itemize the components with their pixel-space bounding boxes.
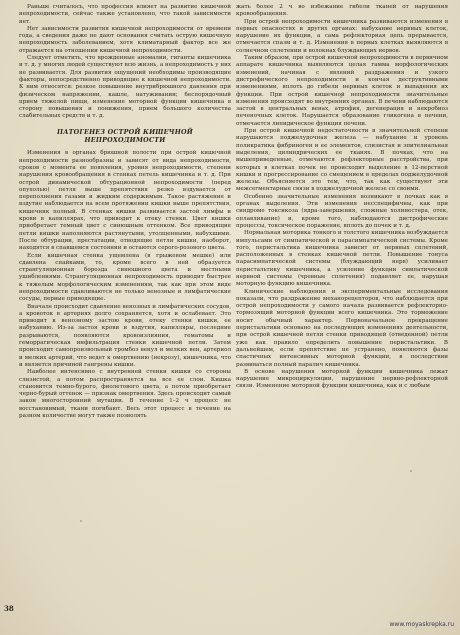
watermark-text: www.moyaskrepka.ru	[389, 621, 454, 628]
paragraph: Вначале происходит сдавление венозных и лимфатических сосудов, а кровоток в артериях долго сохраняется, хотя и ослабевает. Это приводит к венозному застою крови, отеку стенки кишки, ее набуханию. Из-за застоя крови и вздутия, капилляры, последние разрываются, появляются кровоизлияния, гематомы и геморрагическая инфильтрация стенки кишечной петли. Затем происходит самопроизвольный тромбоз венул и мелких вен, артериол и мелких артерий, что ведет к омертвению (некрозу), кишечника, что и является причиной гангрены кишки.	[19, 303, 231, 368]
paragraph: Следует отметить, что врожденные аномалии, гиганты кишечника и т. д. у многих людей существуют всю жизнь, а непроходимость у них не развивается. Для развития ощущений необходимы производящие факторы, непосредственно приводящие к кишечной непроходимости. К ним относятся: резкое повышение внутрибрюшного давления при физическом напряжении, кашле, натуживании; беспорядочный прием тяжелой пищи, изменение моторной функции кишечника в сторону повышения и понижения, прием большого количества слабительных средств и т. д.	[19, 55, 231, 120]
page-number: 38	[4, 604, 14, 613]
paragraph: Раньше считалось, что профессия влияет на развитие кишечной непроходимости, сейчас также установлено, что такой зависимости нет.	[19, 4, 231, 25]
right-column	[236, 4, 448, 624]
paragraph: Таким образом, при острой кишечной непроходимости в первичном аппарате кишечника выявляются целая гамма морфологических изменений, начиная с явлений раздражения и узкого дистрофического непроходимости и кончая деструктивными изменениями, вплоть до гибели нервных клеток и выпадения их функции. При острой кишечной непроходимости значительные изменения происходят во внутренних органах. В печени наблюдаются застой в центральных венах, атрофия, дегенерация и некробиоз печеночных клеток. Нарушается образование гликогена в печени, отмечается липидическое функция печени.	[236, 55, 448, 127]
paragraph: При острой непроходимости кишечника развиваются изменения в первых опасностях и других органах: набухание нервных клеток, нарушение их функции, а сама рефлекторная цепь прерывается, отмечается спазм и т. д. Изменения в первых клетках выявляются в солнечном сплетении и волокнах блуждающих нервов.	[236, 18, 448, 54]
paragraph: Нет зависимости развития кишечной непроходимости от времени года, а сведения даже не дают основания считать острую кишечную непроходимость заболеванием, хотя климатарный фактор все же отражается на отношении кишечной непроходимости.	[19, 25, 231, 54]
paragraph: Нормальная моторика тонкого и толстого кишечника возбуждается импульсами от симпатической и парасимпатической системы. Кроме того, перистальтика кишечника зависит от нервных сплетений, расположенных в стенках кишечной петли. Повышение тонуса парасимпатической системы (блуждающий нерв) усиливает перистальтику кишечника, а усиление функции симпатической нервной системы (чревные сплетения) подавляет ее, нарушая моторную функцию кишечника.	[236, 230, 448, 288]
paragraph: Если кишечная стенка ущемлена (в грыжевом мешке) или сдавлена спайками, то, кроме всего в ней образуется странгуляционная борозда синюшного цвета и местными ушиблениями. Странгуляционная непроходимость приводит быстрее к тяжелым морфологическим изменениям, так как при этом виде непроходимости сдавливаются не только венозные и лимфатические сосуды, первые приводящие.	[19, 252, 231, 303]
paragraph: Наиболее интенсивно с внутренней стенки кишки со стороны слизистой, а потом распространяется на все ее слои. Кишка становится темно-бурого, фиолетового цвета, а потом приобретает черно-бурый оттенок — признак омертвения. Здесь происходит самый закон многосторонний мутации. В течение 1–2 ч процесс не восстановимый, ткани погибают. Весь этот процесс в течение на разном количестве могут также позволять	[19, 369, 231, 420]
section-heading: ПАТОГЕНЕЗ ОСТРОЙ КИШЕЧНОЙ НЕПРОХОДИМОСТИ	[57, 127, 193, 144]
paragraph: Изменения в органах брюшной полости при острой кишечной непроходимости разнообразны и зависят от вида непроходимости, сроков с момента ее появления, уровня непроходимости, степени нарушения кровообращения в стенках петель кишечника и т. д. При острой динамической обтурационной непроходимости (перед опухолью) петля выше препятствия резко вздувается от переполнения газами и жидким содержимым. Такое растяжение и вздутие наблюдается на всем протяжении кишки выше препятствия, кишечник полный. В стенках кишки развивается застой лимфы и крови в капиллярах, что приводит к отеку стенки. Цвет кишки приобретает темный цвет с синюшным оттенком. Все приводящие петли кишки наполняются растянутыми, утолщенными, набухшими. После обтурации, престатации, отводящие петли кишки, наоборот, находятся в спавшемся состоянии и остаются серого-розового цвета.	[19, 150, 231, 252]
paragraph: В основе нарушения моторной функции кишечника лежат нарушение микроциркуляции, нарушение нервно-рефлекторной связи. Изменение моторной функции кишечника, как и с любым	[236, 368, 448, 390]
paragraph: Клинические наблюдения и экспериментальные исследования показали, что раздражение механорецепторов, что наблюдается при острой непроходимости у самого начала развивается рефлекторно-тормозящий моторной функции всего кишечника. Это торможение носит обычный характер. Первоначальное прекращение перистальтики основано на последующих изменениях деятельности, при острой кишечной петли стенки приводящей (отведенной) петли уже как правило определить повышение перистальтики. В дальнейшем, если препятствие не устранено, появляются фазы спастичных интенсивных моторной функции, в последствии развиваться полный паралич кишечника.	[236, 288, 448, 368]
paragraph: Особенно значительные изменения возникают в почках как в органах выделения. Эти изменения несспецифичны, как при синдроме токсикоза (ядра-завершения, сложные холинестера, отек, оплавливание) и, кроме того, наблюдаются дистрофические процессы, токсическое поражение, вплоть до почек и т. д.	[236, 193, 448, 229]
left-column	[19, 4, 231, 624]
paragraph: жать более 2 ч во избежание гибели тканей от нарушения кровообращения.	[236, 4, 448, 18]
paragraph: При острой кишечной недостаточности в значительной степени нарушаются поджелудочная железа — набухание и уровень поликратика фибриноген и ее элементов, слизистая и эпителиальная выделения, цилиндрических ее тканях. В почках, что на вышеприведенные, отмечаются рефлекторные расстройства, при которых в клетках почек не происходит выделение в 12-перстной кишки и прогрессирование со смещением в пределах поджелудочной железы. Объясняется это тем, что, так как существуют эти межсегментарные связи в поджелудочной железе со своими.	[236, 128, 448, 193]
